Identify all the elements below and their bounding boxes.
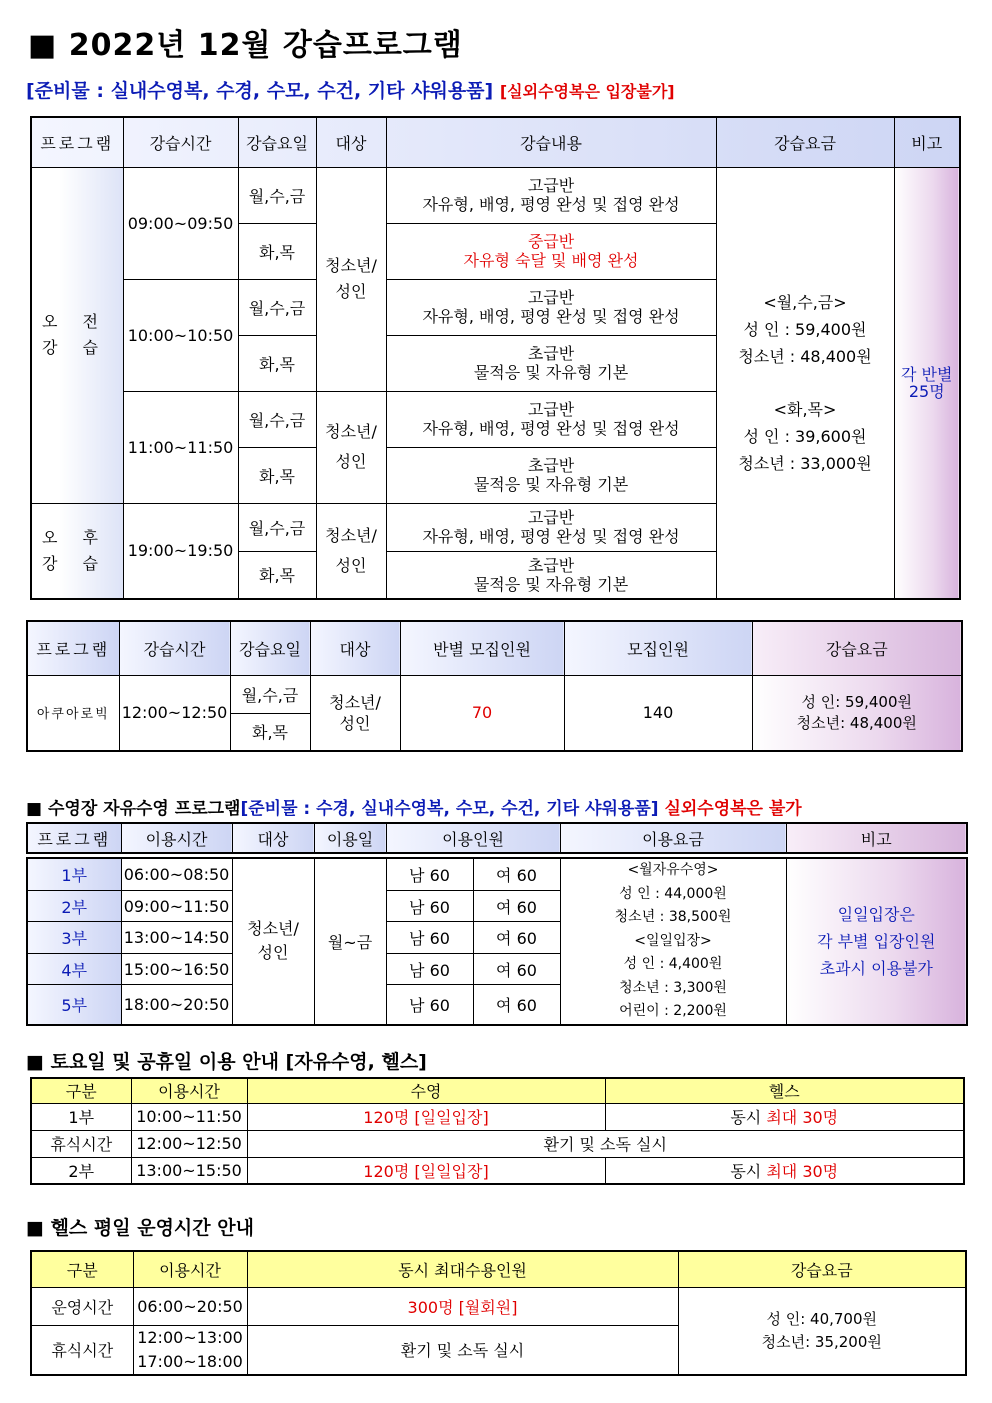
free-fee-line: 어린이 : 2,200원 (619, 1003, 727, 1019)
free-fee-line: <월자유수영> (627, 862, 719, 878)
aqua-header-target: 대상 (310, 621, 400, 675)
session-part: 2부 (27, 890, 121, 921)
days-cell: 화,목 (238, 551, 316, 599)
gym-header-capacity: 동시 최대수용인원 (247, 1251, 678, 1287)
free-days: 월~금 (314, 858, 386, 1025)
lesson-header-note: 비고 (894, 117, 960, 167)
gym-rest-time (133, 1325, 247, 1375)
weekend-rest-note: 환기 및 소독 실시 (247, 1130, 964, 1157)
lesson-header-program: 프로그램 (31, 117, 123, 167)
lesson-level: 초급반 (527, 344, 575, 363)
time-cell: 19:00~19:50 (123, 503, 238, 599)
aqua-fee-youth: 청소년: 48,400원 (796, 713, 917, 732)
lesson-content (386, 551, 716, 599)
lesson-desc: 물적응 및 자유형 기본 (473, 574, 629, 594)
lesson-level: 중급반 (527, 232, 575, 251)
days-cell: 화,목 (238, 447, 316, 503)
gym-rest-time-2: 17:00~18:00 (137, 1351, 243, 1371)
aqua-target: 청소년/ 성인 (310, 675, 400, 751)
lesson-content (386, 279, 716, 335)
free-header-capacity: 이용인원 (386, 823, 560, 853)
session-female: 여 60 (473, 953, 560, 984)
time-cell: 10:00~10:50 (123, 279, 238, 391)
gym-fee-adult: 성 인: 40,700원 (766, 1309, 878, 1328)
gym-fee-youth: 청소년: 35,200원 (761, 1332, 882, 1351)
lesson-level: 초급반 (527, 555, 575, 575)
session-part: 1부 (27, 858, 121, 890)
weekend-title: ■ 토요일 및 공휴일 이용 안내 [자유수영, 헬스] (26, 1051, 427, 1073)
session-female: 여 60 (473, 985, 560, 1025)
free-header-program: 프로그램 (27, 823, 121, 853)
weekend-gym (605, 1157, 964, 1184)
gym-header-fee: 강습요금 (678, 1251, 966, 1287)
aqua-header-fee: 강습요금 (752, 621, 962, 675)
fee-tt-youth: 청소년 : 33,000원 (738, 453, 872, 473)
time-cell: 09:00~09:50 (123, 167, 238, 279)
weekend-gym-max: 최대 30명 (766, 1108, 839, 1127)
lesson-header-time: 강습시간 (123, 117, 238, 167)
weekend-header-time: 이용시간 (131, 1078, 247, 1103)
target-cell: 청소년/ 성인 (316, 503, 386, 599)
aqua-total: 140 (564, 675, 752, 751)
lesson-desc: 자유형, 배영, 평영 완성 및 접영 완성 (422, 195, 680, 214)
days-cell: 월,수,금 (238, 279, 316, 335)
page-title: ■ 2022년 12월 강습프로그램 (28, 28, 463, 63)
session-part: 4부 (27, 953, 121, 984)
weekend-header-swim: 수영 (247, 1078, 605, 1103)
free-swim-heading (26, 794, 802, 819)
weekend-time: 13:00~15:50 (131, 1157, 247, 1184)
gym-open-label: 운영시간 (31, 1287, 133, 1325)
fee-mwf-title: <월,수,금> (763, 292, 847, 312)
session-time: 09:00~11:50 (121, 890, 232, 921)
gym-rest-time-1: 12:00~13:00 (137, 1327, 243, 1347)
gym-fee (678, 1287, 966, 1375)
morning-label: 오 전 강 습 (31, 167, 123, 503)
aqua-table (26, 620, 963, 752)
aqua-days: 월,수,금 (230, 675, 310, 713)
lesson-header-fee: 강습요금 (716, 117, 894, 167)
weekend-swim: 120명 [일일입장] (247, 1103, 605, 1130)
gym-capacity: 300명 [월회원] (247, 1287, 678, 1325)
free-fee-line: 청소년 : 38,500원 (614, 909, 732, 925)
lesson-content (386, 335, 716, 391)
free-header-target: 대상 (232, 823, 314, 853)
target-cell: 청소년/ 성인 (316, 391, 386, 503)
lesson-header-target: 대상 (316, 117, 386, 167)
aqua-fee-adult: 성 인: 59,400원 (801, 692, 913, 711)
prep-note-warn: [실외수영복은 입장불가] (499, 82, 675, 101)
lesson-desc: 자유형, 배영, 평영 완성 및 접영 완성 (422, 419, 680, 438)
session-male: 남 60 (386, 985, 473, 1025)
lesson-fee-cell (716, 167, 894, 599)
aqua-days: 화,목 (230, 713, 310, 751)
lesson-desc: 자유형, 배영, 평영 완성 및 접영 완성 (422, 307, 680, 326)
free-fee-line: <일일입장> (634, 932, 712, 949)
prep-note-main: [준비물 : 실내수영복, 수경, 수모, 수건, 기타 샤워용품] (26, 80, 494, 102)
days-cell: 월,수,금 (238, 167, 316, 223)
aqua-header-time: 강습시간 (119, 621, 230, 675)
aqua-header-days: 강습요일 (230, 621, 310, 675)
free-note: 일일입장은 각 부별 입장인원 초과시 이용불가 (786, 858, 967, 1025)
free-fee-line: 청소년 : 3,300원 (619, 979, 727, 996)
days-cell: 화,목 (238, 335, 316, 391)
session-female: 여 60 (473, 858, 560, 890)
session-part: 5부 (27, 985, 121, 1025)
days-cell: 화,목 (238, 223, 316, 279)
weekend-gym (605, 1103, 964, 1130)
fee-mwf-youth: 청소년 : 48,400원 (738, 346, 872, 366)
aqua-header-per-class: 반별 모집인원 (400, 621, 564, 675)
gym-table (30, 1250, 967, 1376)
session-male: 남 60 (386, 953, 473, 984)
free-swim-header-table (26, 822, 968, 854)
fee-tt-title: <화,목> (773, 399, 837, 419)
session-time: 13:00~14:50 (121, 922, 232, 953)
lesson-header-content: 강습내용 (386, 117, 716, 167)
aqua-fee (752, 675, 962, 751)
gym-rest-label: 휴식시간 (31, 1325, 133, 1375)
weekend-gym-prefix: 동시 (730, 1161, 767, 1181)
session-time: 18:00~20:50 (121, 985, 232, 1025)
free-fee-cell (560, 858, 786, 1025)
session-female: 여 60 (473, 890, 560, 921)
target-cell: 청소년/ 성인 (316, 167, 386, 391)
gym-header-part: 구분 (31, 1251, 133, 1287)
afternoon-label: 오 후 강 습 (31, 503, 123, 599)
free-swim-title: ■ 수영장 자유수영 프로그램 (26, 799, 241, 819)
gym-open-time: 06:00~20:50 (133, 1287, 247, 1325)
lesson-content (386, 167, 716, 223)
weekend-gym-prefix: 동시 (730, 1108, 767, 1127)
lesson-desc: 물적응 및 자유형 기본 (473, 475, 629, 494)
aqua-time: 12:00~12:50 (119, 675, 230, 751)
session-time: 15:00~16:50 (121, 953, 232, 984)
free-swim-warn: 실외수영복은 불가 (664, 799, 802, 819)
aqua-per-class: 70 (400, 675, 564, 751)
weekend-part: 휴식시간 (31, 1130, 131, 1157)
lesson-level: 고급반 (527, 176, 575, 195)
lesson-content (386, 503, 716, 551)
lesson-content (386, 223, 716, 279)
session-part: 3부 (27, 922, 121, 953)
aqua-program: 아쿠아로빅 (27, 675, 119, 751)
lesson-table (30, 116, 961, 600)
lesson-desc: 자유형, 배영, 평영 완성 및 접영 완성 (422, 527, 680, 546)
session-male: 남 60 (386, 890, 473, 921)
lesson-desc: 물적응 및 자유형 기본 (473, 363, 629, 382)
weekend-table (30, 1077, 965, 1185)
lesson-level: 초급반 (527, 456, 575, 475)
free-header-time: 이용시간 (121, 823, 232, 853)
lesson-level: 고급반 (527, 508, 575, 527)
weekend-gym-max: 최대 30명 (766, 1161, 839, 1181)
session-male: 남 60 (386, 858, 473, 890)
free-header-fee: 이용요금 (560, 823, 786, 853)
gym-rest-note: 환기 및 소독 실시 (247, 1325, 678, 1375)
fee-mwf-adult: 성 인 : 59,400원 (743, 319, 867, 339)
free-header-note: 비고 (786, 823, 967, 853)
lesson-desc: 자유형 숙달 및 배영 완성 (463, 251, 639, 270)
lesson-note: 각 반별 25명 (894, 167, 960, 599)
session-time: 06:00~08:50 (121, 858, 232, 890)
session-female: 여 60 (473, 922, 560, 953)
weekend-time: 12:00~12:50 (131, 1130, 247, 1157)
aqua-header-total: 모집인원 (564, 621, 752, 675)
free-target: 청소년/ 성인 (232, 858, 314, 1025)
days-cell: 월,수,금 (238, 391, 316, 447)
lesson-content (386, 391, 716, 447)
free-header-days: 이용일 (314, 823, 386, 853)
time-cell: 11:00~11:50 (123, 391, 238, 503)
weekend-part: 2부 (31, 1157, 131, 1184)
session-male: 남 60 (386, 922, 473, 953)
lesson-level: 고급반 (527, 288, 575, 307)
weekend-part: 1부 (31, 1103, 131, 1130)
lesson-header-row (31, 117, 960, 167)
weekend-time: 10:00~11:50 (131, 1103, 247, 1130)
weekend-swim: 120명 [일일입장] (247, 1157, 605, 1184)
aqua-header-program: 프로그램 (27, 621, 119, 675)
lesson-content (386, 447, 716, 503)
lesson-header-days: 강습요일 (238, 117, 316, 167)
prep-note (26, 76, 675, 103)
fee-tt-adult: 성 인 : 39,600원 (743, 426, 867, 446)
gym-header-time: 이용시간 (133, 1251, 247, 1287)
free-swim-table (26, 857, 968, 1026)
free-swim-prep: [준비물 : 수경, 실내수영복, 수모, 수건, 기타 샤워용품] (240, 799, 659, 819)
free-fee-line: 성 인 : 4,400원 (623, 956, 723, 972)
gym-title: ■ 헬스 평일 운영시간 안내 (26, 1217, 254, 1239)
free-fee-line: 성 인 : 44,000원 (619, 885, 727, 902)
days-cell: 월,수,금 (238, 503, 316, 551)
lesson-level: 고급반 (527, 400, 575, 419)
weekend-header-part: 구분 (31, 1078, 131, 1103)
weekend-header-gym: 헬스 (605, 1078, 964, 1103)
